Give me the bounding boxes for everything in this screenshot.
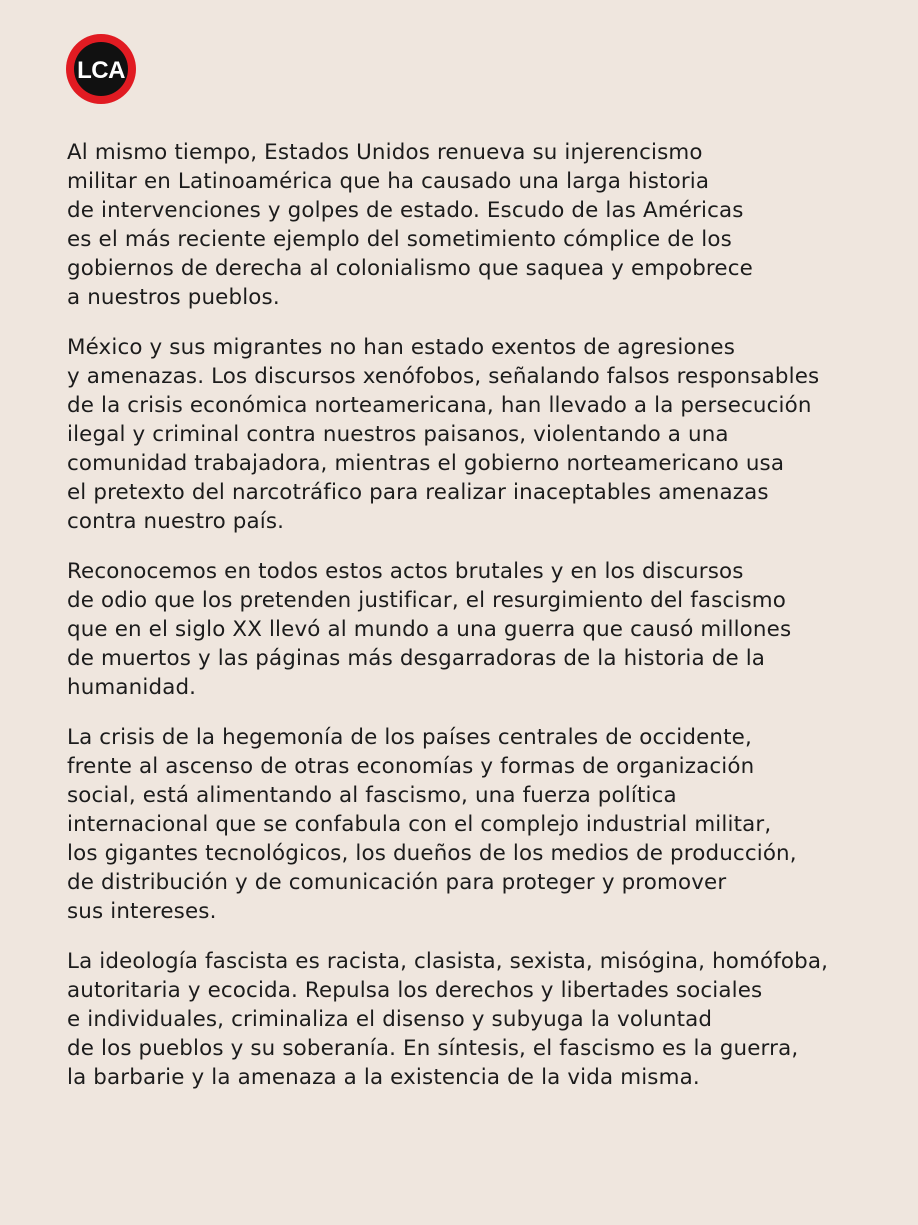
lca-logo-icon [66,34,136,104]
text-line: de muertos y las páginas más desgarradoras de la historia de la [67,646,766,671]
lca-logo [66,34,136,104]
text-line: La crisis de la hegemonía de los países centrales de occidente, [67,725,752,750]
text-line: contra nuestro país. [67,509,285,534]
text-line: es el más reciente ejemplo del sometimiento cómplice de los [67,227,732,252]
text-line: La ideología fascista es racista, clasista, sexista, misógina, homófoba, [67,949,829,974]
statement-body [67,138,907,1113]
paragraph-2 [67,333,907,536]
paragraph-1 [67,138,907,312]
text-line: de odio que los pretenden justificar, el resurgimiento del fascismo [67,588,786,613]
paragraph-3 [67,557,907,702]
text-line: autoritaria y ecocida. Repulsa los derechos y libertades sociales [67,978,763,1003]
text-line: que en el siglo XX llevó al mundo a una guerra que causó millones [67,617,792,642]
text-line: Reconocemos en todos estos actos brutales y en los discursos [67,559,744,584]
text-line: social, está alimentando al fascismo, una fuerza política [67,783,677,808]
text-line: Al mismo tiempo, Estados Unidos renueva su injerencismo [67,140,703,165]
text-line: México y sus migrantes no han estado exentos de agresiones [67,335,735,360]
text-line: militar en Latinoamérica que ha causado una larga historia [67,169,710,194]
paragraph-4 [67,723,907,926]
logo-text: LCA [77,57,125,84]
text-line: e individuales, criminaliza el disenso y subyuga la voluntad [67,1007,713,1032]
text-line: internacional que se confabula con el complejo industrial militar, [67,812,772,837]
text-line: a nuestros pueblos. [67,285,280,310]
text-line: de los pueblos y su soberanía. En síntesis, el fascismo es la guerra, [67,1036,799,1061]
text-line: de intervenciones y golpes de estado. Escudo de las Américas [67,198,744,223]
text-line: los gigantes tecnológicos, los dueños de los medios de producción, [67,841,797,866]
text-line: ilegal y criminal contra nuestros paisanos, violentando a una [67,422,729,447]
text-line: frente al ascenso de otras economías y formas de organización [67,754,755,779]
text-line: de la crisis económica norteamericana, han llevado a la persecución [67,393,812,418]
text-line: comunidad trabajadora, mientras el gobierno norteamericano usa [67,451,785,476]
text-line: y amenazas. Los discursos xenófobos, señalando falsos responsables [67,364,820,389]
text-line: gobiernos de derecha al colonialismo que saquea y empobrece [67,256,753,281]
text-line: el pretexto del narcotráfico para realizar inaceptables amenazas [67,480,769,505]
text-line: la barbarie y la amenaza a la existencia de la vida misma. [67,1065,700,1090]
text-line: sus intereses. [67,899,217,924]
paragraph-5 [67,947,907,1092]
text-line: humanidad. [67,675,197,700]
text-line: de distribución y de comunicación para proteger y promover [67,870,727,895]
